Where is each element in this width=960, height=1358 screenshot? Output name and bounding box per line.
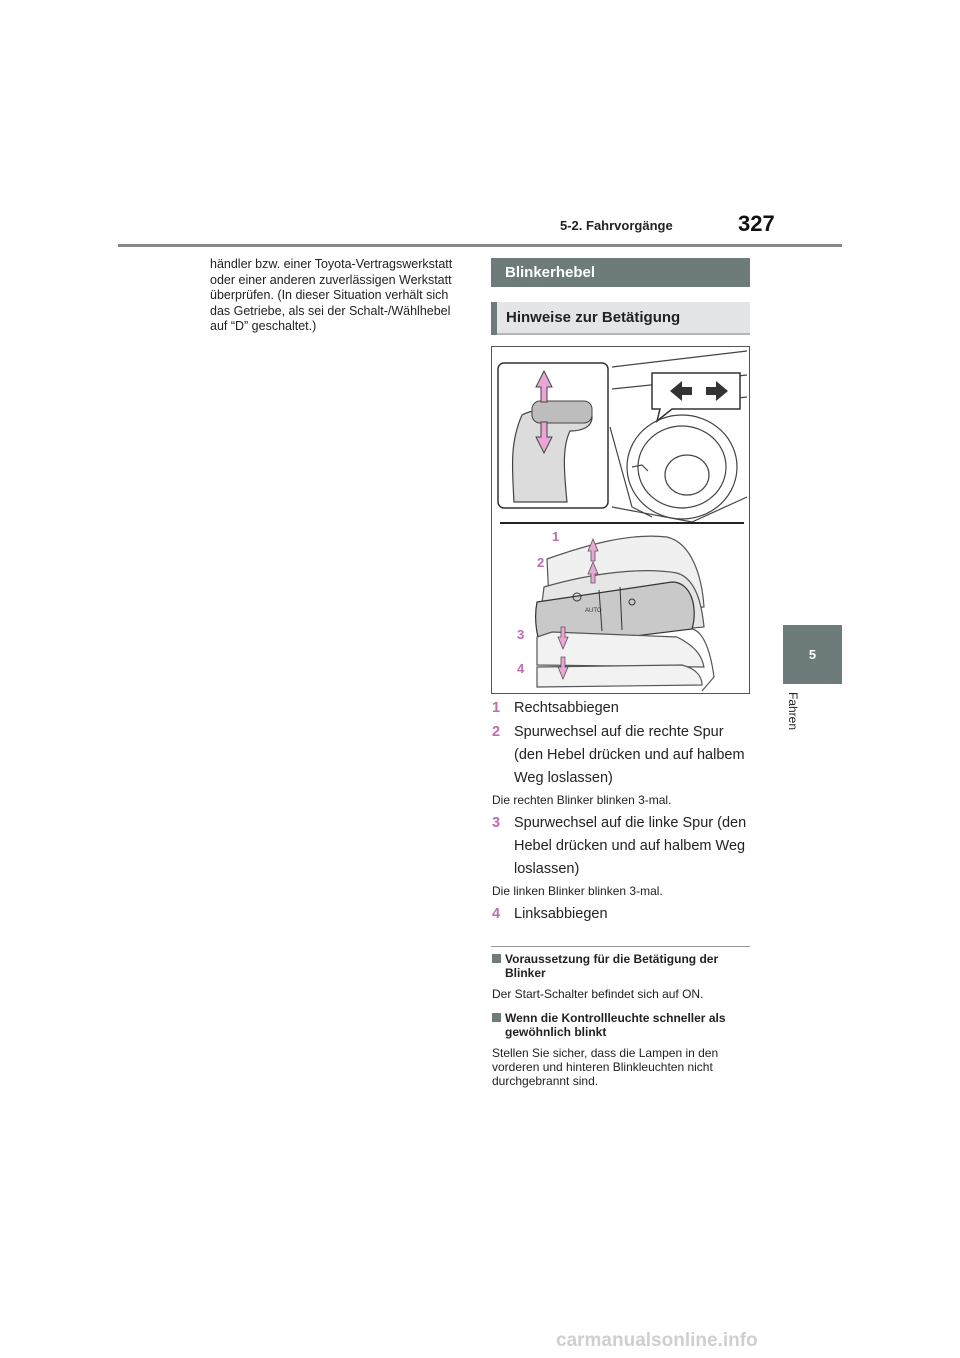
- direction-arrows-callout: [652, 373, 740, 421]
- watermark: carmanualsonline.info: [556, 1330, 758, 1351]
- note-heading-text: Wenn die Kontrollleuchte schneller als gewöhnlich blinkt: [505, 1011, 726, 1039]
- list-item-number: 3: [492, 815, 501, 831]
- lever-auto-label: AUTO: [585, 608, 602, 614]
- section-label: 5-2. Fahrvorgänge: [560, 218, 673, 233]
- subsection-heading: [491, 302, 750, 335]
- bullet-square-icon: [492, 954, 501, 963]
- callout-1: 1: [552, 529, 560, 544]
- note-heading-text: Voraussetzung für die Betätigung der Blinker: [505, 952, 719, 980]
- note-body: Der Start-Schalter befindet sich auf ON.: [492, 987, 704, 1001]
- lever-detail-inset: [498, 363, 608, 508]
- chapter-title-text: Fahren: [786, 692, 800, 731]
- note-heading: [492, 1011, 750, 1039]
- header-rule: [118, 244, 842, 247]
- turn-signal-lever-figure: [491, 346, 750, 694]
- callout-2: 2: [537, 555, 545, 570]
- notes-divider: [491, 946, 750, 947]
- note-right-blinkers: Die rechten Blinker blinken 3-mal.: [492, 793, 672, 807]
- lever-positions-drawing: [536, 536, 714, 691]
- section-heading: Blinkerhebel: [491, 258, 750, 287]
- bullet-square-icon: [492, 1013, 501, 1022]
- list-item-number: 1: [492, 700, 501, 716]
- note-heading: [492, 952, 750, 980]
- left-column-text: händler bzw. einer Toyota-Vertragswerkstatt oder einer anderen zuverlässigen Werkstatt überprüfen. (In dieser Situation verhält sich das Getriebe, als sei der Schalt-/Wählhebel auf “D” geschaltet.): [210, 257, 453, 333]
- chapter-tab: [783, 625, 842, 684]
- chapter-title: [784, 692, 804, 752]
- note-body: Stellen Sie sicher, dass die Lampen in den vorderen und hinteren Blinkleuchten nicht durchgebrannt sind.: [492, 1046, 719, 1088]
- page-number: 327: [738, 211, 775, 236]
- list-item-number: 4: [492, 906, 501, 922]
- list-item-text: Spurwechsel auf die rechte Spur (den Hebel drücken und auf halbem Weg loslassen): [514, 724, 745, 786]
- figure-illustration: [492, 347, 749, 693]
- list-item: [492, 721, 750, 790]
- callout-4: 4: [517, 661, 525, 676]
- chapter-number: 5: [808, 647, 817, 662]
- list-item-number: 2: [492, 724, 501, 740]
- callout-3: 3: [517, 627, 525, 642]
- list-item: [492, 697, 750, 720]
- list-item-text: Linksabbiegen: [514, 906, 608, 922]
- list-item-text: Rechtsabbiegen: [514, 700, 619, 716]
- subsection-heading-text: Hinweise zur Betätigung: [506, 309, 681, 326]
- list-item: [492, 812, 750, 881]
- list-item-text: Spurwechsel auf die linke Spur (den Hebel drücken und auf halbem Weg loslassen): [514, 815, 747, 877]
- note-left-blinkers: Die linken Blinker blinken 3-mal.: [492, 884, 663, 898]
- list-item: [492, 903, 750, 926]
